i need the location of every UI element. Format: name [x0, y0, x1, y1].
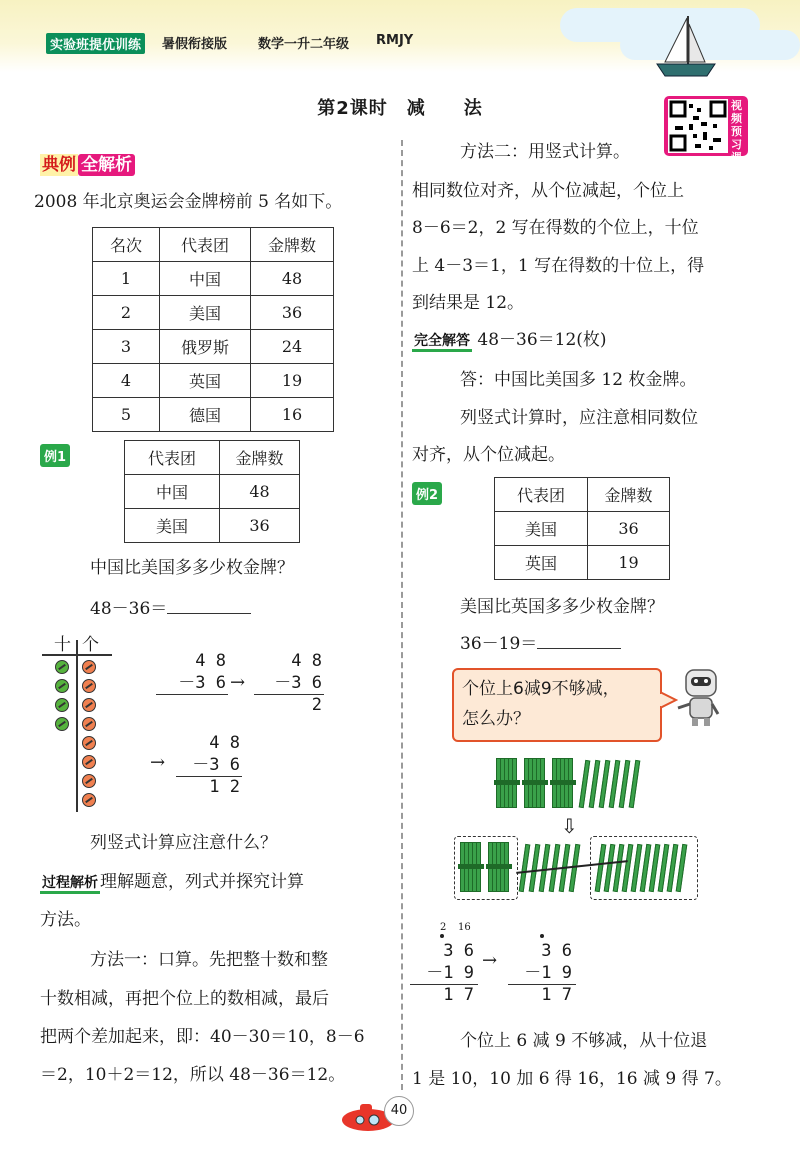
- column-divider: [401, 140, 403, 1090]
- answer-blank[interactable]: [167, 613, 251, 614]
- method1-line3: 把两个差加起来，即：40－30＝10，8－6: [40, 1027, 365, 1047]
- calc-rule: [156, 694, 228, 695]
- page-title: 第2课时 减 法: [317, 98, 483, 119]
- bead: [82, 660, 96, 674]
- table-cell: 36: [251, 296, 334, 330]
- example1-question: 中国比美国多多少枚金牌？: [90, 558, 294, 578]
- table-row: [93, 364, 334, 398]
- sailboat-icon: [655, 16, 717, 82]
- method2-line1: 方法二：用竖式计算。: [460, 142, 630, 162]
- table-row: [93, 262, 334, 296]
- table-row: [125, 475, 300, 509]
- answer-tag: 完全解答: [412, 333, 472, 352]
- table-cell: 俄罗斯: [160, 330, 251, 364]
- method2-line3: 8－6＝2，2 写在得数的个位上，十位: [412, 218, 699, 238]
- speech-line1: 个位上6减9不够减，: [462, 679, 620, 699]
- answer-blank[interactable]: [537, 648, 621, 649]
- header-code: RMJY: [376, 33, 414, 48]
- table-cell: 4: [93, 364, 160, 398]
- calc-top: 3 6: [443, 941, 474, 961]
- intro-text: 2008 年北京奥运会金牌榜前 5 名如下。: [34, 192, 343, 212]
- table-header: 名次: [93, 228, 160, 262]
- calc-subtrahend: －3 6: [192, 755, 240, 775]
- table-cell: 2: [93, 296, 160, 330]
- calc-result: 1 2: [209, 777, 240, 797]
- table-cell: 16: [251, 398, 334, 432]
- method2-line4: 上 4－3＝1，1 写在得数的十位上，得: [412, 256, 705, 276]
- single-stick: [629, 760, 641, 808]
- method1-line4: ＝2，10＋2＝12，所以 48－36＝12。: [40, 1065, 346, 1085]
- table-cell: 美国: [160, 296, 251, 330]
- arrow-right-icon: →: [150, 752, 166, 773]
- table-row: [495, 546, 670, 580]
- qr-code-icon[interactable]: [668, 99, 728, 153]
- bead: [82, 736, 96, 750]
- table-cell: 3: [93, 330, 160, 364]
- example2-question: 美国比英国多多少枚金牌？: [460, 597, 664, 617]
- qr-label: 视频预习课: [731, 99, 742, 164]
- abacus-ones-label: 个: [82, 635, 99, 655]
- table-cell: 24: [251, 330, 334, 364]
- example2-tag: 例2: [412, 482, 442, 505]
- example1-equation-text: 48－36＝: [90, 599, 168, 619]
- method1-line2: 十数相减，再把个位上的数相减，最后: [40, 989, 329, 1009]
- bead: [82, 793, 96, 807]
- calc-rule: [410, 984, 478, 985]
- table-cell: 1: [93, 262, 160, 296]
- table-header: 代表团: [125, 441, 220, 475]
- vertical-calc-a: [170, 650, 226, 694]
- stick-bundle: [488, 842, 510, 892]
- table-cell: 英国: [160, 364, 251, 398]
- speech-line2: 怎么办？: [462, 709, 530, 729]
- vertical-calc-b: [266, 650, 322, 716]
- stick-bundle: [552, 758, 574, 808]
- robot-icon: [676, 666, 728, 728]
- table-cell: 19: [588, 546, 670, 580]
- header-brand: 实验班提优训练: [46, 33, 145, 54]
- calc-rule: [176, 776, 242, 777]
- table-cell: 19: [251, 364, 334, 398]
- table-cell: 中国: [160, 262, 251, 296]
- table-cell: 德国: [160, 398, 251, 432]
- bead: [55, 717, 69, 731]
- answer-text: 答：中国比美国多 12 枚金牌。: [460, 370, 697, 390]
- table-row: [495, 512, 670, 546]
- tip-line1: 列竖式计算时，应注意相同数位: [460, 408, 698, 428]
- calc-subtrahend: －1 9: [524, 963, 572, 983]
- calc-subtrahend: －1 9: [426, 963, 474, 983]
- example2-equation-text: 36－19＝: [460, 634, 538, 654]
- bead: [82, 717, 96, 731]
- vertical-calc-e: [512, 940, 572, 1006]
- final-line1: 个位上 6 减 9 不够减，从十位退: [460, 1031, 708, 1051]
- table-cell: 5: [93, 398, 160, 432]
- calc-subtrahend: －3 6: [178, 673, 226, 693]
- arrow-right-icon: →: [482, 950, 498, 971]
- arrow-right-icon: →: [230, 672, 246, 693]
- table-cell: 36: [588, 512, 670, 546]
- bead: [55, 698, 69, 712]
- calc-top: 4 8: [291, 651, 322, 671]
- table-row: [93, 398, 334, 432]
- stick-bundle: [460, 842, 482, 892]
- table-cell: 美国: [125, 509, 220, 543]
- table-row: [125, 509, 300, 543]
- note-question: 列竖式计算应注意什么？: [90, 833, 277, 853]
- calc-top: 4 8: [195, 651, 226, 671]
- example2-table: [494, 477, 670, 580]
- calc-result: 1 7: [541, 985, 572, 1005]
- abacus-tens-label: 十: [54, 635, 71, 655]
- table-cell: 36: [220, 509, 300, 543]
- borrow-dot: [540, 934, 544, 938]
- calc-top: 3 6: [541, 941, 572, 961]
- borrow-mark-2: 2: [440, 922, 447, 933]
- stick-bundle: [524, 758, 546, 808]
- method2-line5: 到结果是 12。: [412, 293, 525, 313]
- calc-rule: [508, 984, 576, 985]
- page-number: 40: [384, 1096, 414, 1126]
- bead: [82, 774, 96, 788]
- vertical-calc-d: [414, 940, 474, 1006]
- tip-line2: 对齐，从个位减起。: [412, 445, 565, 465]
- bead: [82, 698, 96, 712]
- borrow-mark-16: 16: [458, 922, 471, 933]
- calc-result: 2: [311, 695, 322, 715]
- method1-line1: 方法一：口算。先把整十数和整: [90, 950, 328, 970]
- table-cell: 48: [220, 475, 300, 509]
- calc-result: 1 7: [443, 985, 474, 1005]
- down-arrow-icon: ⇩: [561, 814, 578, 838]
- process-text-2: 方法。: [40, 910, 91, 930]
- bead: [82, 755, 96, 769]
- table-header: 金牌数: [251, 228, 334, 262]
- table-cell: 英国: [495, 546, 588, 580]
- bead: [55, 660, 69, 674]
- borrow-dot: [440, 934, 444, 938]
- calc-subtrahend: －3 6: [274, 673, 322, 693]
- medal-table: [92, 227, 334, 432]
- table-cell: 48: [251, 262, 334, 296]
- section-tag-a: 典例: [42, 155, 76, 175]
- example2-equation: [460, 627, 621, 661]
- process-line: [40, 865, 304, 900]
- abacus-divider: [76, 640, 78, 812]
- example1-table: [124, 440, 300, 543]
- answer-line: [412, 323, 607, 358]
- bead: [82, 679, 96, 693]
- section-tag: [40, 150, 135, 175]
- table-header: 金牌数: [588, 478, 670, 512]
- speech-bubble: [452, 668, 662, 742]
- header-edition: 暑假衔接版: [162, 37, 228, 52]
- table-row: [93, 296, 334, 330]
- header-subject: 数学一升二年级: [258, 37, 350, 52]
- answer-equation: 48－36＝12(枚): [477, 330, 607, 350]
- stick-bundle: [496, 758, 518, 808]
- method2-line2: 相同数位对齐，从个位减起，个位上: [412, 181, 684, 201]
- table-header: 金牌数: [220, 441, 300, 475]
- table-cell: 美国: [495, 512, 588, 546]
- bead: [55, 679, 69, 693]
- calc-top: 4 8: [209, 733, 240, 753]
- section-tag-b: 全解析: [78, 154, 135, 176]
- final-line2: 1 是 10，10 加 6 得 16，16 减 9 得 7。: [412, 1069, 732, 1089]
- vertical-calc-c: [184, 732, 240, 798]
- calc-rule: [254, 694, 324, 695]
- example1-tag: 例1: [40, 444, 70, 467]
- table-cell: 中国: [125, 475, 220, 509]
- table-header: 代表团: [160, 228, 251, 262]
- table-row: [93, 330, 334, 364]
- process-text: 理解题意，列式并探究计算: [100, 872, 304, 892]
- table-header: 代表团: [495, 478, 588, 512]
- example1-equation: [90, 592, 251, 626]
- process-tag: 过程解析: [40, 875, 100, 894]
